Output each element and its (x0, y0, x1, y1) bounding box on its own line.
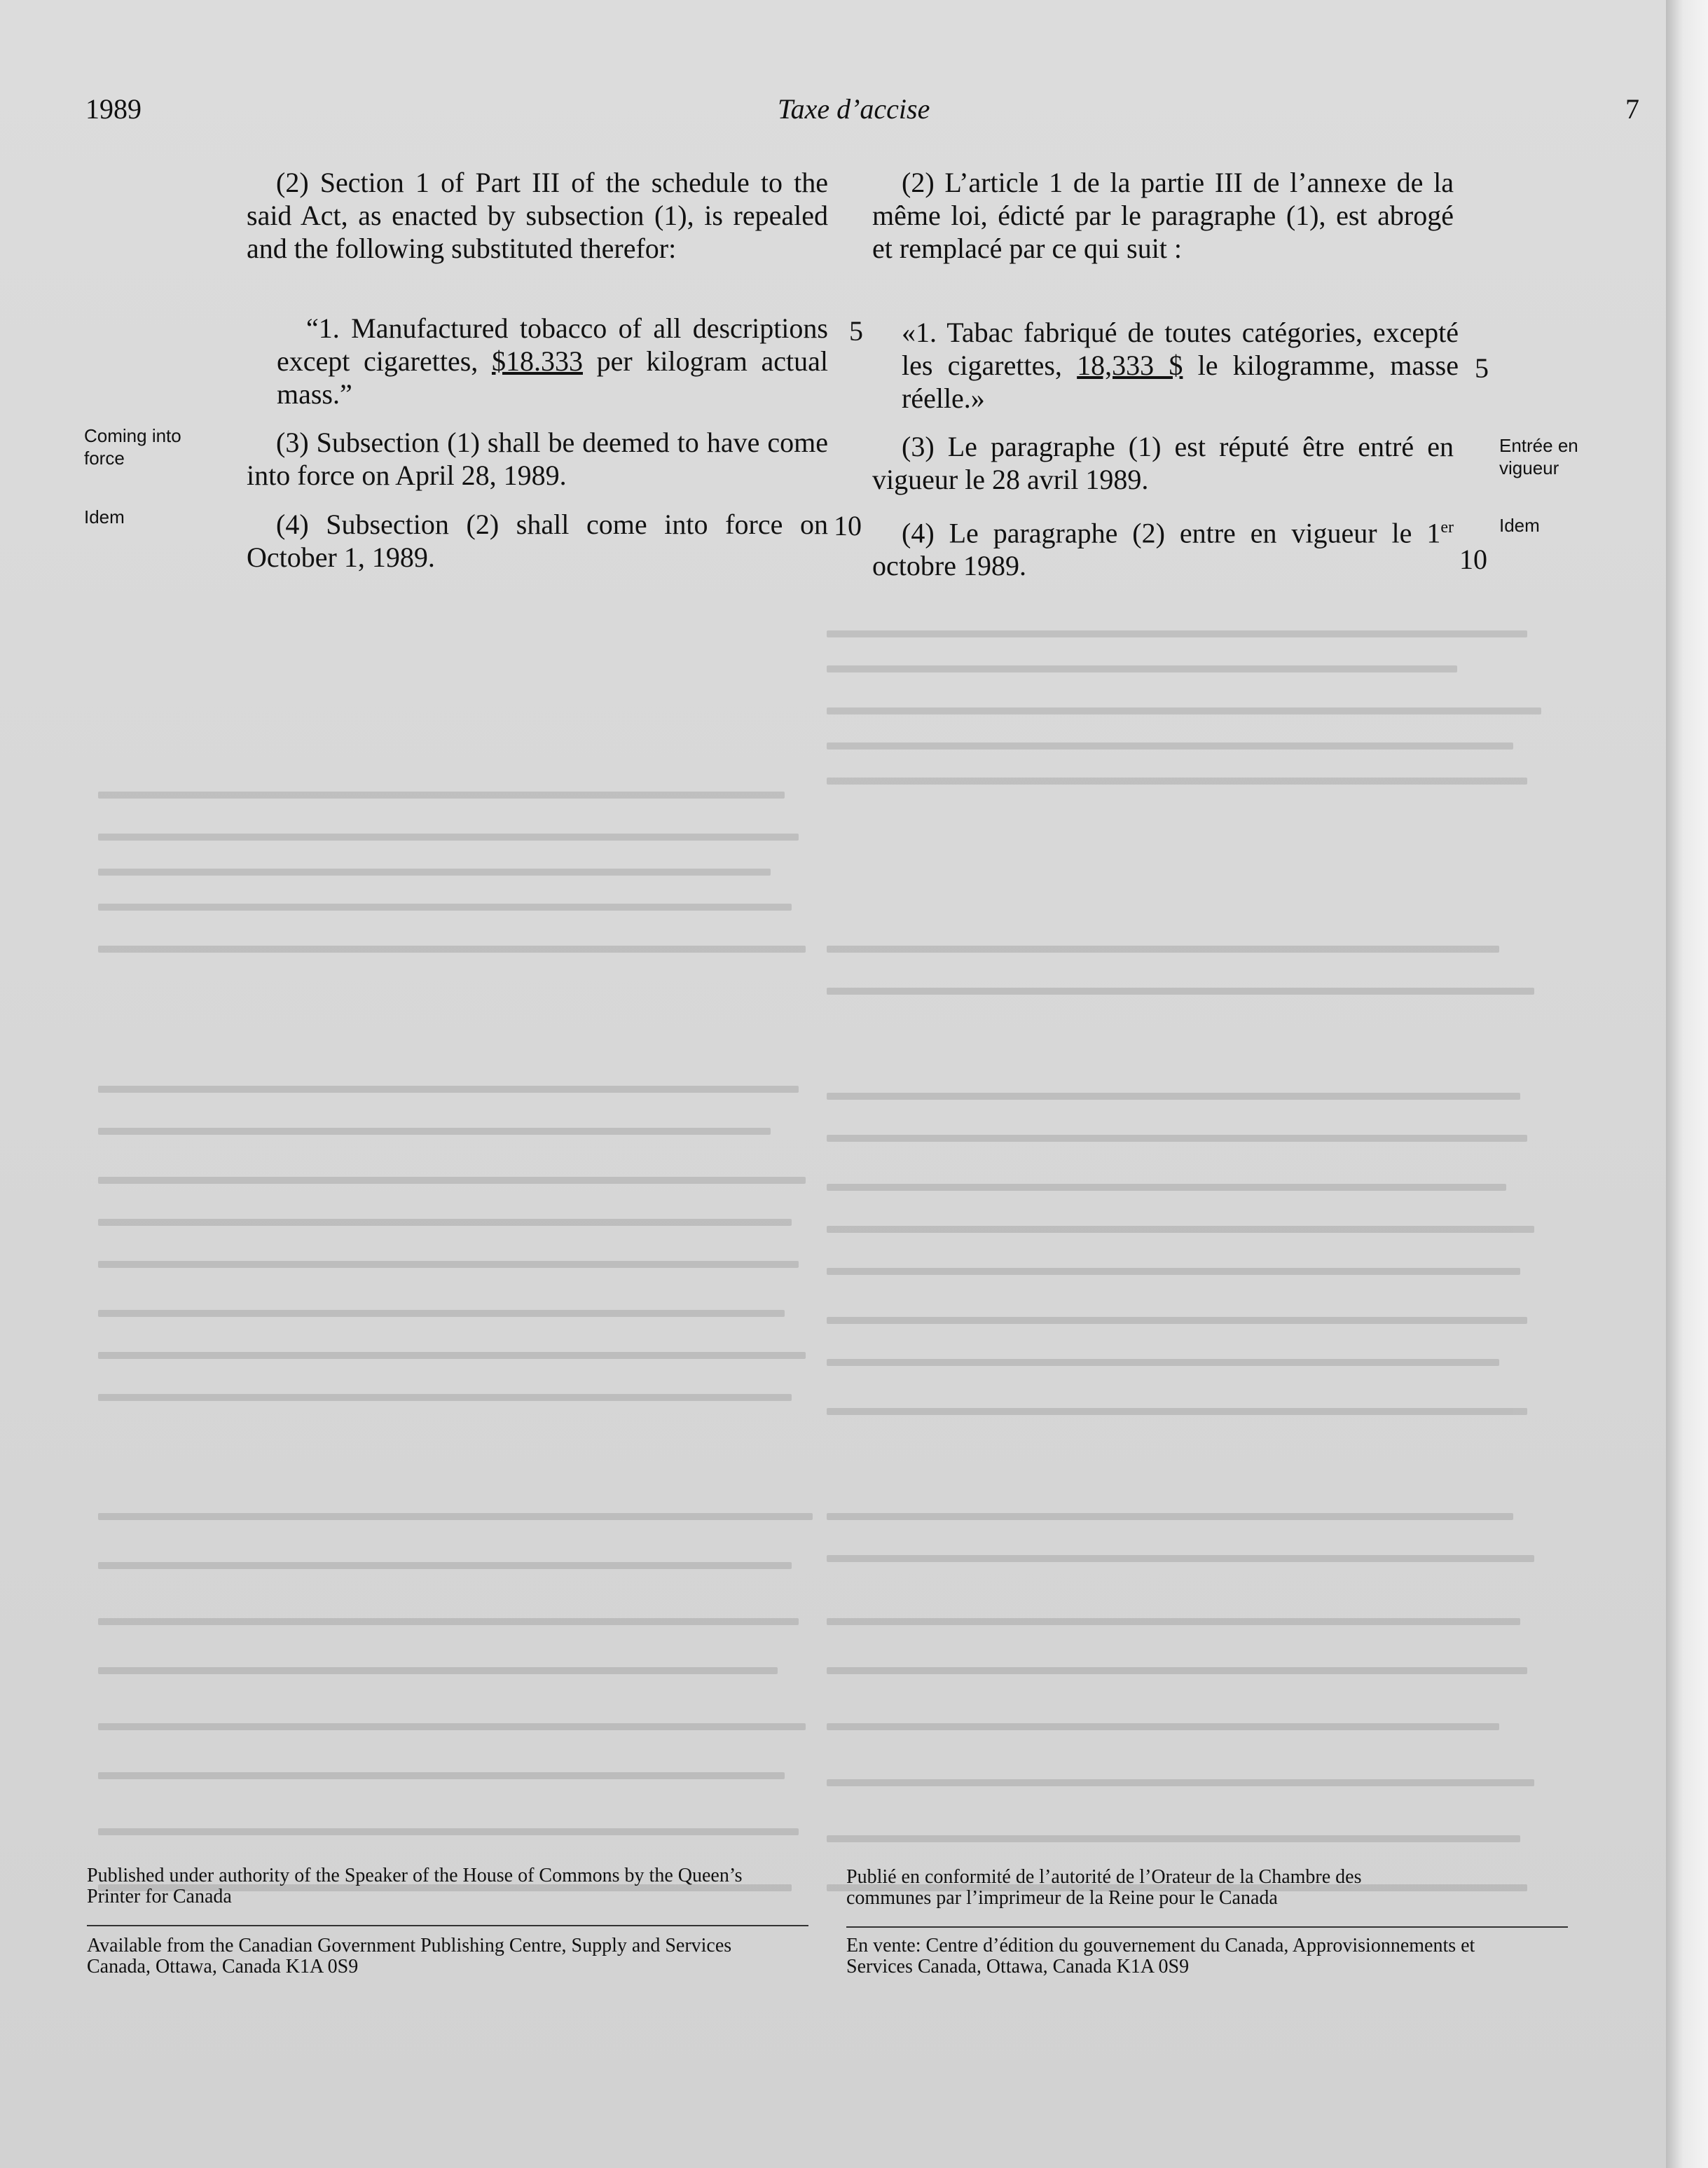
fr-margin-note-entree-en-vigueur: Entrée en vigueur (1499, 435, 1578, 478)
fr-subsection-3: (3) Le paragraphe (1) est réputé être entré en vigueur le 28 avril 1989. (872, 431, 1454, 495)
fr-subsection-4 (872, 511, 1454, 582)
en-quote-text-after: per kilogram actual mass.” (277, 345, 828, 410)
footer-rule-fr (846, 1926, 1568, 1928)
en-margin-note-coming-into-force: Coming into force (84, 425, 181, 469)
fr-quote-text-after: le kilogramme, masse réelle.» (902, 350, 1459, 414)
header-year: 1989 (85, 93, 142, 125)
binding-edge (1666, 0, 1708, 2168)
fr-tax-amount: 18,333 $ (1077, 350, 1183, 381)
en-margin-note-idem: Idem (84, 506, 125, 527)
en-line-number-5: 5 (849, 315, 863, 347)
fr-quote-text-before: «1. Tabac fabriqué de toutes catégories, excepté les cigarettes, (902, 317, 1459, 381)
footer-available-fr: En vente: Centre d’édition du gouvernement du Canada, Approvisionnements et Services Canada, Ottawa, Canada K1A 0S9 (846, 1935, 1475, 1977)
fr-quoted-section-1 (902, 316, 1459, 415)
en-quote-text-before: “1. Manufactured tobacco of all descriptions except cigarettes, (277, 312, 828, 377)
fr-s4-before: (4) Le paragraphe (2) entre en vigueur le 1 (902, 517, 1441, 549)
en-subsection-4: (4) Subsection (2) shall come into force on October 1, 1989. (247, 509, 828, 573)
footer-available-en: Available from the Canadian Government Publishing Centre, Supply and Services Canada, Ottawa, Canada K1A 0S9 (87, 1935, 732, 1977)
footer-published-fr: Publié en conformité de l’autorité de l’Orateur de la Chambre des communes par l’imprimeur de la Reine pour le Canada (846, 1866, 1362, 1909)
fr-s4-after: octobre 1989. (872, 550, 1026, 582)
footer-published-en: Published under authority of the Speaker of the House of Commons by the Queen’s Printer for Canada (87, 1865, 743, 1907)
en-subsection-3: (3) Subsection (1) shall be deemed to have come into force on April 28, 1989. (247, 427, 828, 491)
page-number: 7 (1625, 93, 1639, 125)
en-quoted-section-1 (277, 312, 828, 410)
footer-rule-en (87, 1925, 808, 1926)
fr-line-number-10: 10 (1459, 544, 1487, 575)
fr-subsection-2: (2) L’article 1 de la partie III de l’annexe de la même loi, édicté par le paragraphe (1), est abrogé et remplacé par ce qui suit : (872, 167, 1454, 264)
en-subsection-2: (2) Section 1 of Part III of the schedule to the said Act, as enacted by subsection (1), is repealed and the following substituted therefor: (247, 167, 828, 264)
fr-s4-superscript: er (1440, 518, 1454, 537)
en-line-number-10: 10 (834, 510, 862, 541)
header-title: Taxe d’accise (778, 93, 930, 125)
en-tax-amount: $18.333 (491, 345, 583, 377)
fr-margin-note-idem: Idem (1499, 515, 1540, 536)
fr-line-number-5: 5 (1475, 352, 1489, 384)
